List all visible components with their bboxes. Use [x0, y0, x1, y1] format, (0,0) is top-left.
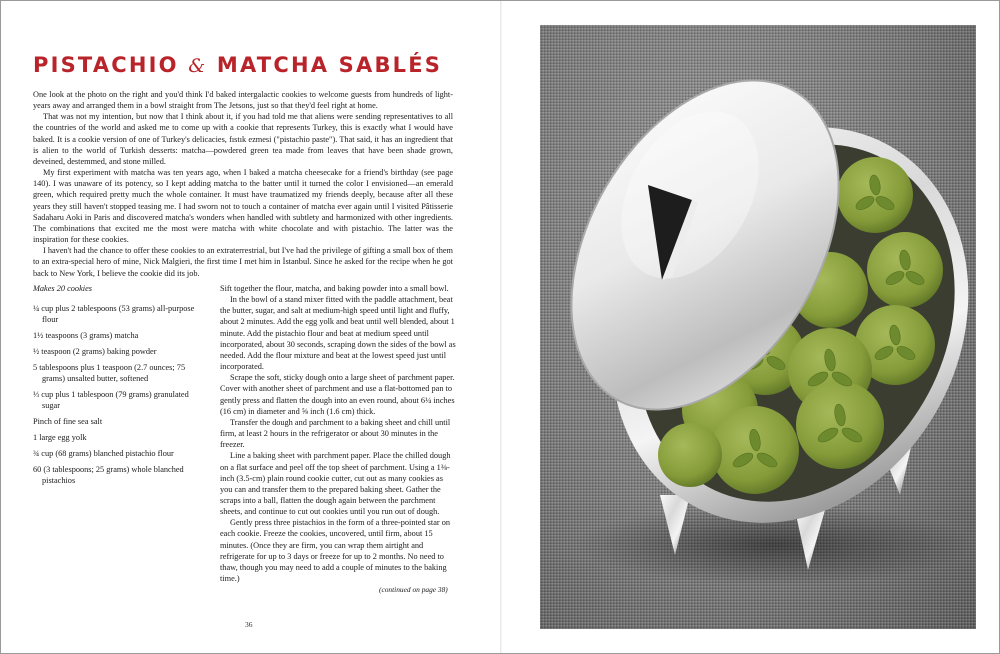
- recipe-photo: [540, 25, 976, 629]
- intro-paragraph: I haven't had the chance to offer these cookies to an extraterrestrial, but I've had the privilege of gifting a small box of them to an extra-special hero of mine, Nick Malgieri, the first time I met him in İstanbul. Since he asked for the recipe when he got back to New York, I believe the cookie did its job.: [33, 246, 453, 278]
- book-gutter: [500, 1, 502, 654]
- intro-paragraph: My first experiment with matcha was ten years ago, when I baked a matcha cheesecake for a friend's birthday (see page 140). I was unaware of its potency, so I kept adding matcha to the batter until it turned the color I envisioned—an emerald green, which required pretty much the whole container. It must have traumatized my friends deeply, because after all these years they still haven't stopped teasing me. I had sworn not to touch a container of matcha ever again until I visited Pâtisserie Sadaharu Aoki in Paris and discovered matcha's wonders when handled with subtlety and harmonized with other ingredients. The combinations that excited me the most were matcha with white chocolate and with pistachio. The latter was the inspiration for these cookies.: [33, 168, 453, 245]
- ingredients-column: [33, 283, 203, 491]
- ingredient-item: ¾ cup (68 grams) blanched pistachio flour: [33, 449, 174, 458]
- recipe-yield: Makes 20 cookies: [33, 284, 92, 293]
- ingredient-item: ⅓ cup plus 1 tablespoon (79 grams) granulated sugar: [33, 390, 189, 410]
- ingredient-item: 60 (3 tablespoons; 25 grams) whole blanched pistachios: [33, 465, 184, 485]
- ingredient-item: ¼ cup plus 2 tablespoons (53 grams) all-purpose flour: [33, 304, 195, 324]
- recipe-introduction: [33, 89, 453, 279]
- method-step: Gently press three pistachios in the form of a three-pointed star on each cookie. Freeze the cookies, uncovered, until firm, about 15 minutes. (Once they are firm, you can wrap them airtight and refrigerate for up to 3 days or freeze for up to 2 months. No need to thaw, though you may need to add a couple of minutes to the baking time.): [220, 518, 451, 584]
- ingredient-item: 1 large egg yolk: [33, 433, 87, 442]
- ingredient-item: ½ teaspoon (2 grams) baking powder: [33, 347, 157, 356]
- title-part-1: PISTACHIO: [33, 53, 179, 77]
- method-step: Line a baking sheet with parchment paper. Place the chilled dough on a flat surface and peel off the top sheet of parchment. Using a 1⅜-inch (3.5-cm) plain round cookie cutter, cut out as many cookies as you can and transfer them to the prepared baking sheet. Gather the scraps into a ball, flatten the dough again between the parchment sheets, and continue to cut out cookies until you run out of dough.: [220, 451, 451, 517]
- page-number: 36: [245, 620, 253, 629]
- method-step: In the bowl of a stand mixer fitted with the paddle attachment, beat the butter, sugar, and salt at medium-high speed until light and fluffy, about 2 minutes. Add the egg yolk and beat until well blended, about 1 minute. Add the pistachio flour and beat at medium speed until incorporated, about 30 seconds, scraping down the sides of the bowl as needed. Add the flour mixture and beat at the lowest speed just until incorporated.: [220, 295, 456, 372]
- method-step: Scrape the soft, sticky dough onto a large sheet of parchment paper. Cover with another sheet of parchment and use a flat-bottomed pan to gently press and flatten the dough into an even round, about 6¼ inches (16 cm) in diameter and ⅝ inch (1.6 cm) thick.: [220, 373, 455, 416]
- intro-paragraph: One look at the photo on the right and you'd think I'd baked intergalactic cookies to welcome guests from hundreds of light-years away and arranged them in a bowl straight from The Jetsons, just so that they'd feel right at home.: [33, 90, 453, 111]
- ingredient-item: Pinch of fine sea salt: [33, 417, 103, 426]
- ingredient-list: [33, 303, 203, 486]
- recipe-page: [1, 1, 501, 654]
- continued-note: (continued on page 38): [379, 585, 448, 594]
- title-ampersand: &: [188, 55, 208, 77]
- ingredient-item: 5 tablespoons plus 1 teaspoon (2.7 ounces; 75 grams) unsalted butter, softened: [33, 363, 186, 383]
- ingredient-item: 1½ teaspoons (3 grams) matcha: [33, 331, 139, 340]
- cookie-bowl-illustration: [540, 25, 976, 629]
- intro-paragraph: That was not my intention, but now that I think about it, if you had told me that aliens were sending representatives to all the countries of the world and asked me to come up with a cookie that represents Turkey, this is exactly what I would have baked. It is a cookie version of one of Turkey's delicacies, fıstık ezmesi ("pistachio paste"). That said, it has an ingredient that is alien to the world of Turkish desserts: matcha—powdered green tea made from leaves that have been shade grown, deveined, destemmed, and stone milled.: [33, 112, 453, 166]
- method-step: Sift together the flour, matcha, and baking powder into a small bowl.: [220, 284, 449, 293]
- method-column: [220, 283, 456, 584]
- title-part-2: MATCHA SABLÉS: [216, 53, 443, 77]
- method-step: Transfer the dough and parchment to a baking sheet and chill until firm, at least 2 hours in the refrigerator or about 30 minutes in the freezer.: [220, 417, 451, 450]
- recipe-title: [33, 53, 442, 77]
